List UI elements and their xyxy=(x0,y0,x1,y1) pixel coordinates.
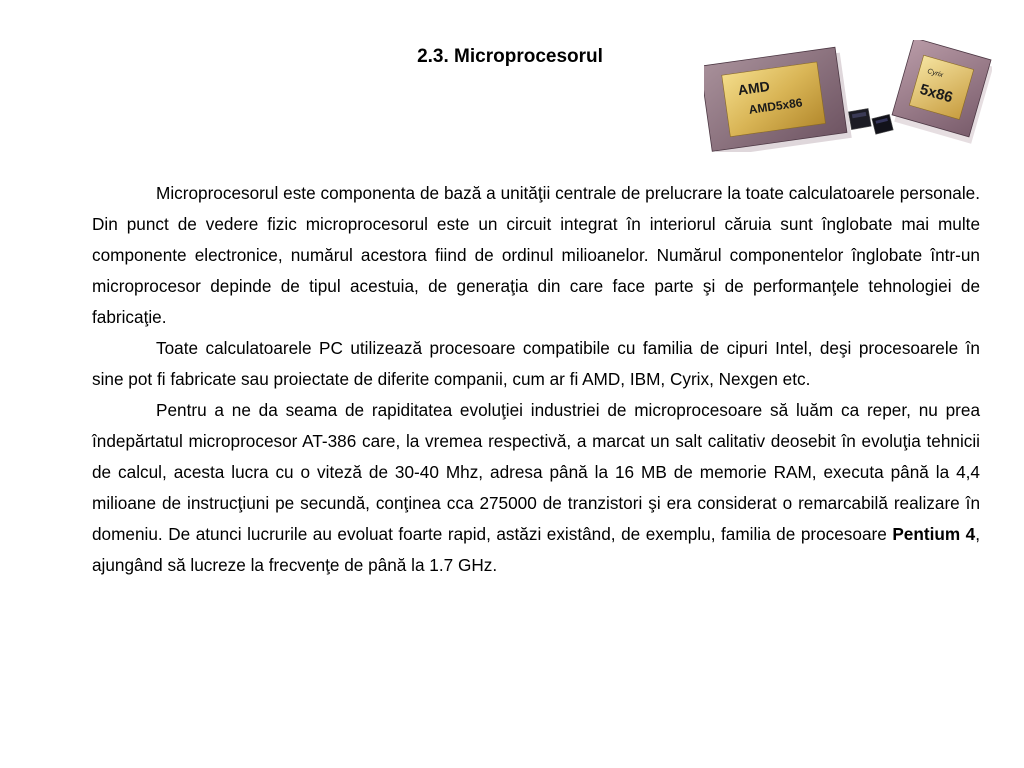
cyrix-chip-brand: Cyrix xyxy=(926,67,944,80)
amd-chip-brand: AMD xyxy=(736,77,771,99)
paragraph-2: Toate calculatoarele PC utilizează procesoare compatibile cu familia de cipuri Intel, deşi procesoarele în sine pot fi fabricate sau proiectate de diferite companii, cum ar fi AMD, IBM, Cyrix, Nexgen etc. xyxy=(92,338,980,389)
slide-title: 2.3. Microprocesorul xyxy=(417,46,603,67)
small-chip-1 xyxy=(848,108,871,129)
paragraph-1: Microprocesorul este componenta de bază a unităţii centrale de prelucrare la toate calculatoarele personale. Din punct de vedere fizic microprocesorul este un circuit integrat în interiorul căruia sunt înglobate mai multe componente electronice, numărul acestora fiind de ordinul milioanelor. Numărul componentelor înglobate într-un microprocesor depinde de tipul acestuia, de generaţia din care face parte şi de performanţele tehnologiei de fabricaţie. xyxy=(92,183,980,327)
pentium-4-term: Pentium 4 xyxy=(892,524,976,544)
paragraph-3-text-after: , ajungând să lucreze la frecvenţe de până la 1.7 GHz. xyxy=(92,524,980,575)
amd-chip-model: AMD5x86 xyxy=(747,95,804,117)
processor-chips-image xyxy=(704,40,992,152)
paragraph-3-text-before: Pentru a ne da seama de rapiditatea evoluţiei industriei de microprocesoare să luăm ca reper, nu prea îndepărtatul microprocesor AT-386 care, la vremea respectivă, a marcat un salt calitativ deosebit în evoluţia tehnicii de calcul, acesta lucra cu o viteză de 30-40 Mhz, adresa până la 16 MB de memorie RAM, executa până la 4,4 milioane de instrucţiuni pe secundă, conţinea cca 275000 de tranzistori şi era considerat o remarcabilă realizare în domeniu. De atunci lucrurile au evoluat foarte rapid, astăzi existând, de exemplu, familia de procesoare xyxy=(92,400,980,544)
small-chip-2 xyxy=(872,114,893,134)
body-text xyxy=(92,178,980,581)
amd-chip xyxy=(704,47,852,152)
cyrix-chip-model: 5x86 xyxy=(917,80,955,107)
cyrix-chip xyxy=(890,40,992,144)
paragraph-3 xyxy=(92,395,980,581)
